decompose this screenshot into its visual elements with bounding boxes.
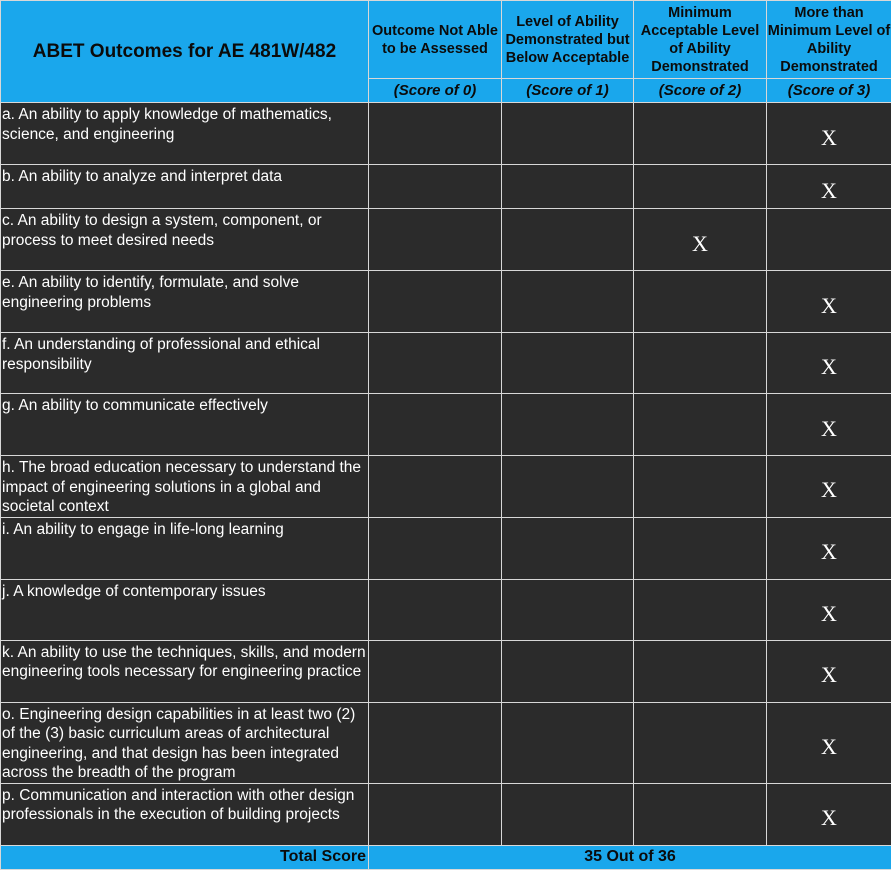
score-cell-1 [502, 103, 634, 165]
score-label-2: (Score of 2) [634, 79, 767, 103]
score-cell-1 [502, 165, 634, 209]
outcome-row [1, 271, 891, 333]
score-label-0: (Score of 0) [369, 79, 502, 103]
score-cell-1 [502, 640, 634, 702]
score-cell-0 [369, 517, 502, 579]
score-cell-0 [369, 394, 502, 456]
score-cell-1 [502, 579, 634, 640]
outcome-label: p. Communication and interaction with other design professionals in the execution of building projects [1, 783, 369, 845]
score-mark: X [821, 177, 837, 203]
outcome-label: c. An ability to design a system, component, or process to meet desired needs [1, 209, 369, 271]
score-cell-3 [767, 165, 891, 209]
score-cell-0 [369, 456, 502, 518]
score-mark: X [821, 805, 837, 830]
score-cell-0 [369, 579, 502, 640]
outcome-row [1, 209, 891, 271]
score-cell-1 [502, 333, 634, 394]
outcome-label: k. An ability to use the techniques, skills, and modern engineering tools necessary for engineering practice [1, 640, 369, 702]
score-cell-0 [369, 209, 502, 271]
outcome-row [1, 103, 891, 165]
total-score-label: Total Score [1, 845, 369, 869]
score-cell-2 [634, 271, 767, 333]
column-header-score-1: Level of Ability Demonstrated but Below Acceptable [502, 1, 634, 79]
score-cell-2 [634, 517, 767, 579]
column-header-score-0: Outcome Not Able to be Assessed [369, 1, 502, 79]
outcome-row [1, 456, 891, 518]
outcome-row [1, 702, 891, 783]
score-cell-2 [634, 783, 767, 845]
score-cell-0 [369, 333, 502, 394]
score-mark: X [821, 600, 837, 626]
score-cell-0 [369, 702, 502, 783]
score-cell-0 [369, 165, 502, 209]
score-cell-3 [767, 209, 891, 271]
outcome-row [1, 783, 891, 845]
outcome-row [1, 579, 891, 640]
score-cell-0 [369, 783, 502, 845]
score-mark: X [821, 124, 837, 150]
score-cell-0 [369, 640, 502, 702]
score-cell-0 [369, 271, 502, 333]
score-cell-3 [767, 517, 891, 579]
column-header-score-3: More than Minimum Level of Ability Demonstrated [767, 1, 891, 79]
score-cell-1 [502, 456, 634, 518]
outcome-label: i. An ability to engage in life-long learning [1, 517, 369, 579]
score-cell-2 [634, 103, 767, 165]
score-cell-1 [502, 702, 634, 783]
score-cell-1 [502, 783, 634, 845]
column-header-score-2: Minimum Acceptable Level of Ability Demonstrated [634, 1, 767, 79]
score-mark: X [821, 354, 837, 379]
score-cell-3 [767, 640, 891, 702]
score-cell-2 [634, 209, 767, 271]
header-row [1, 1, 891, 79]
score-cell-1 [502, 271, 634, 333]
score-mark: X [821, 477, 837, 503]
total-row [1, 845, 891, 869]
score-cell-3 [767, 333, 891, 394]
score-mark: X [821, 415, 837, 441]
score-cell-3 [767, 271, 891, 333]
outcome-label: f. An understanding of professional and ethical responsibility [1, 333, 369, 394]
score-cell-2 [634, 165, 767, 209]
outcome-label: a. An ability to apply knowledge of mathematics, science, and engineering [1, 103, 369, 165]
score-mark: X [821, 662, 837, 687]
score-label-1: (Score of 1) [502, 79, 634, 103]
score-mark: X [821, 733, 837, 759]
outcome-label: e. An ability to identify, formulate, and solve engineering problems [1, 271, 369, 333]
table-title: ABET Outcomes for AE 481W/482 [1, 1, 369, 103]
score-cell-2 [634, 456, 767, 518]
score-label-3: (Score of 3) [767, 79, 891, 103]
total-score-value: 35 Out of 36 [369, 845, 891, 869]
outcome-row [1, 517, 891, 579]
score-mark: X [821, 539, 837, 564]
score-cell-1 [502, 517, 634, 579]
score-mark: X [821, 292, 837, 318]
score-cell-3 [767, 103, 891, 165]
outcome-row [1, 640, 891, 702]
score-cell-2 [634, 579, 767, 640]
outcome-label: h. The broad education necessary to understand the impact of engineering solutions in a global and societal context [1, 456, 369, 518]
score-cell-3 [767, 702, 891, 783]
outcome-row [1, 333, 891, 394]
outcome-label: j. A knowledge of contemporary issues [1, 579, 369, 640]
score-cell-2 [634, 702, 767, 783]
score-cell-2 [634, 394, 767, 456]
score-cell-2 [634, 640, 767, 702]
score-cell-3 [767, 394, 891, 456]
score-cell-0 [369, 103, 502, 165]
score-cell-2 [634, 333, 767, 394]
score-cell-1 [502, 394, 634, 456]
score-mark: X [692, 230, 708, 256]
outcome-label: b. An ability to analyze and interpret data [1, 165, 369, 209]
outcome-label: g. An ability to communicate effectively [1, 394, 369, 456]
outcome-label: o. Engineering design capabilities in at least two (2) of the (3) basic curriculum areas of architectural engineering, and that design has been integrated across the breadth of the program [1, 702, 369, 783]
score-cell-3 [767, 579, 891, 640]
outcome-row [1, 165, 891, 209]
score-cell-1 [502, 209, 634, 271]
outcome-row [1, 394, 891, 456]
score-cell-3 [767, 456, 891, 518]
score-cell-3 [767, 783, 891, 845]
